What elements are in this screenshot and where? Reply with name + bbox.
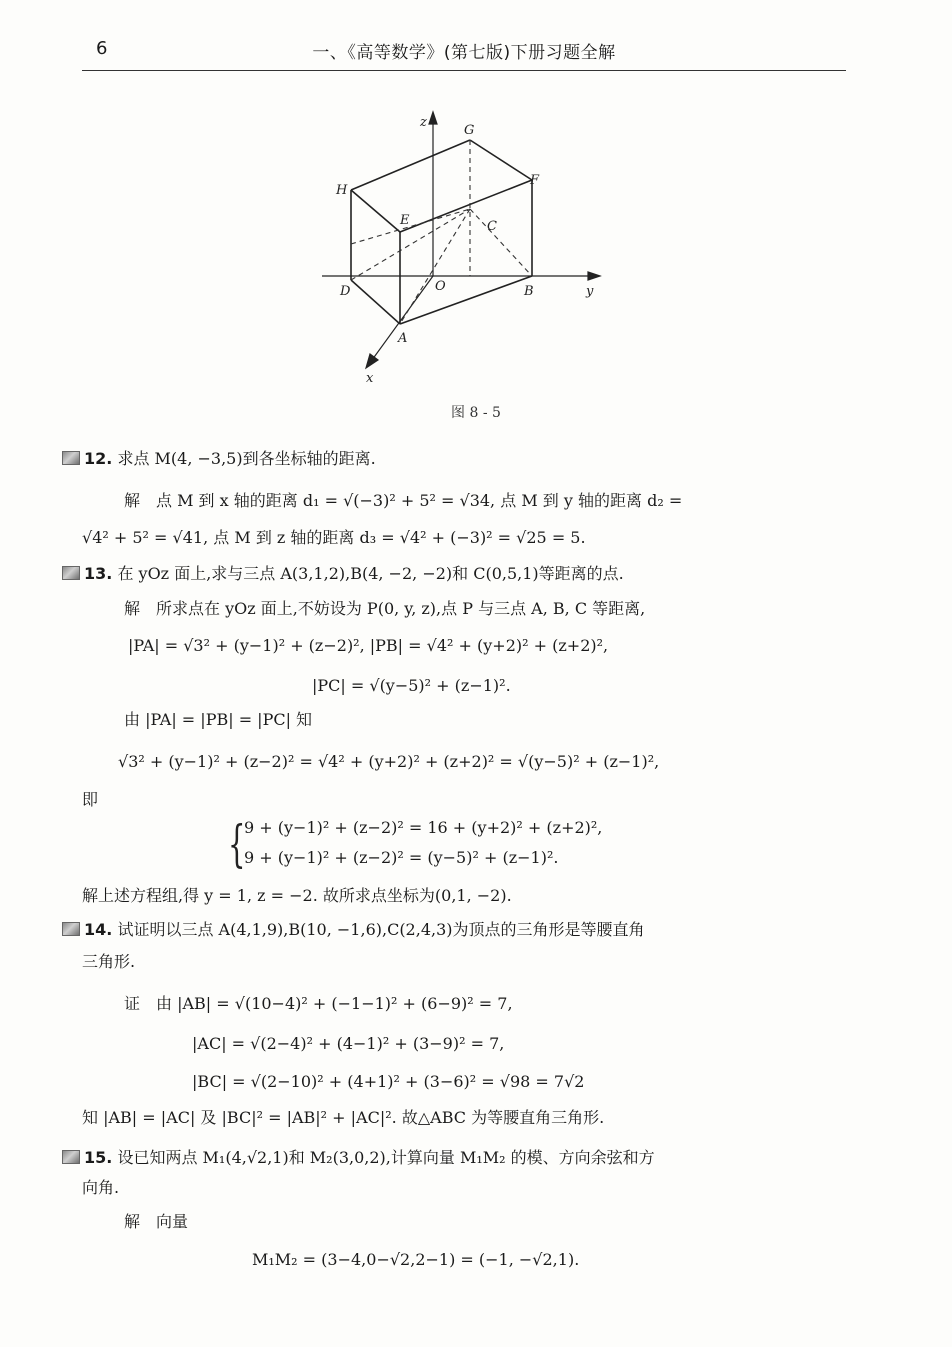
edge-HE	[351, 190, 400, 232]
label-y: y	[586, 284, 594, 299]
page-number: 6	[96, 38, 108, 59]
page-header	[82, 36, 846, 71]
solution-line: |BC| = √(2−10)² + (4+1)² + (3−6)² = √98 = 7√2	[192, 1072, 585, 1091]
equation-1: 9 + (y−1)² + (z−2)² = 16 + (y+2)² + (z+2)²,	[244, 818, 603, 837]
x-axis-arrow	[366, 354, 378, 368]
z-axis-arrow	[429, 112, 437, 124]
problem-marker-icon	[62, 566, 80, 580]
edge-HG	[351, 140, 470, 190]
label-E: E	[400, 213, 410, 228]
x-axis	[372, 276, 433, 360]
edge-GF	[470, 140, 532, 180]
running-title: 一、《高等数学》(第七版)下册习题全解	[312, 43, 616, 63]
solution-line: 证 由 |AB| = √(10−4)² + (−1−1)² + (6−9)² = 7,	[124, 994, 513, 1013]
problem-number: 12.	[84, 449, 113, 468]
solution-line: 解 点 M 到 x 轴的距离 d₁ = √(−3)² + 5² = √34, 点 M 到 y 轴的距离 d₂ =	[124, 491, 683, 510]
hidden-edge-CB	[470, 209, 532, 276]
figure-8-5-diagram	[318, 104, 608, 394]
problem-marker-icon	[62, 922, 80, 936]
label-F: F	[530, 173, 540, 188]
problem-13	[62, 562, 624, 586]
solution-line: M₁M₂ = (3−4,0−√2,2−1) = (−1, −√2,1).	[252, 1250, 580, 1269]
problem-text: 在 yOz 面上,求与三点 A(3,1,2),B(4, −2, −2)和 C(0,5,1)等距离的点.	[117, 564, 624, 583]
solution-line: 解上述方程组,得 y = 1, z = −2. 故所求点坐标为(0,1, −2).	[82, 886, 512, 905]
problem-text: 求点 M(4, −3,5)到各坐标轴的距离.	[117, 449, 376, 468]
left-brace: {	[228, 815, 246, 873]
label-B: B	[524, 284, 534, 299]
label-z: z	[420, 115, 427, 130]
problem-marker-icon	[62, 451, 80, 465]
problem-text: 试证明以三点 A(4,1,9),B(10, −1,6),C(2,4,3)为顶点的三角形是等腰直角	[117, 920, 645, 939]
problem-15	[62, 1146, 655, 1170]
hidden-edge-DC	[351, 209, 470, 280]
equation-2: 9 + (y−1)² + (z−2)² = (y−5)² + (z−1)².	[244, 848, 559, 867]
figure-caption: 图 8 - 5	[451, 405, 501, 421]
solution-line: |PC| = √(y−5)² + (z−1)².	[312, 676, 511, 695]
label-C: C	[487, 219, 497, 234]
solution-line: 解 所求点在 yOz 面上,不妨设为 P(0, y, z),点 P 与三点 A, B, C 等距离,	[124, 599, 646, 618]
y-axis-arrow	[588, 272, 600, 280]
problem-12	[62, 447, 376, 471]
problem-number: 14.	[84, 920, 113, 939]
label-x: x	[366, 371, 374, 386]
label-D: D	[340, 284, 351, 299]
solution-line: √3² + (y−1)² + (z−2)² = √4² + (y+2)² + (z+2)² = √(y−5)² + (z−1)²,	[118, 752, 660, 771]
edge-EF	[400, 180, 532, 232]
hidden-edge-HC	[351, 209, 470, 244]
label-A: A	[398, 331, 408, 346]
solution-line: √4² + 5² = √41, 点 M 到 z 轴的距离 d₃ = √4² + (−3)² = √25 = 5.	[82, 528, 586, 547]
solution-line: |PA| = √3² + (y−1)² + (z−2)², |PB| = √4² + (y+2)² + (z+2)²,	[128, 636, 609, 655]
problem-text-continued: 向角.	[82, 1178, 120, 1197]
problem-text: 设已知两点 M₁(4,√2,1)和 M₂(3,0,2),计算向量 M₁M₂ 的模、方向余弦和方	[117, 1148, 655, 1167]
label-H: H	[336, 183, 348, 198]
edge-DA	[351, 280, 400, 324]
solution-line: 解 向量	[124, 1212, 189, 1231]
edge-AB	[400, 276, 532, 324]
solution-line: |AC| = √(2−4)² + (4−1)² + (3−9)² = 7,	[192, 1034, 505, 1053]
problem-14	[62, 918, 645, 942]
problem-number: 13.	[84, 564, 113, 583]
solution-line: 由 |PA| = |PB| = |PC| 知	[124, 710, 313, 729]
label-G: G	[464, 123, 475, 138]
solution-line: 知 |AB| = |AC| 及 |BC|² = |AB|² + |AC|². 故△ABC 为等腰直角三角形.	[82, 1108, 605, 1127]
problem-marker-icon	[62, 1150, 80, 1164]
problem-number: 15.	[84, 1148, 113, 1167]
problem-text-continued: 三角形.	[82, 952, 136, 971]
label-O: O	[435, 279, 446, 294]
solution-line: 即	[82, 790, 99, 809]
